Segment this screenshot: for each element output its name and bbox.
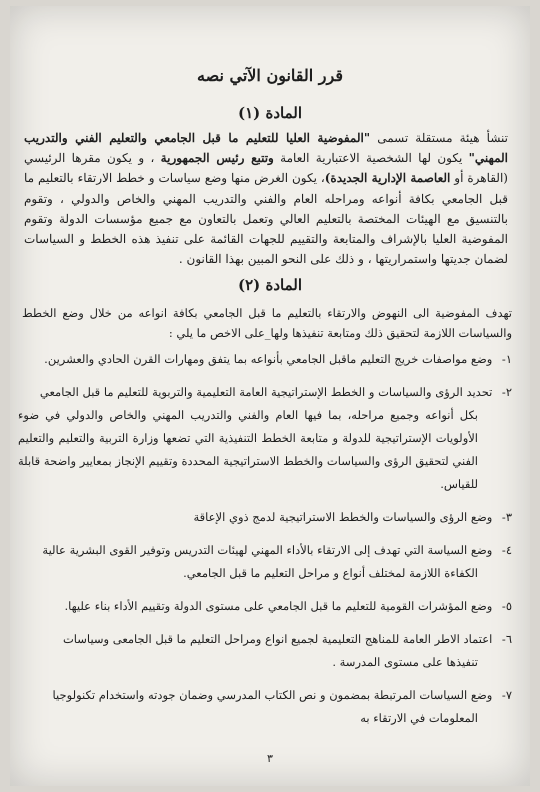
headquarters: العاصمة الإدارية الجديدة) xyxy=(324,171,451,186)
item-text: وضع الرؤى والسياسات والخطط الاستراتيجية لدمج ذوي الإعاقة xyxy=(193,510,493,524)
law-title: قرر القانون الآتي نصه xyxy=(197,66,343,85)
item-number: ٥- xyxy=(501,599,512,613)
article-1-heading: المادة (١) xyxy=(237,104,302,122)
article-1-text-3: ، و يكون مقرها الرئيسي (القاهرة أو xyxy=(24,151,508,186)
article-1-intro: تنشأ هيئة مستقلة تسمى xyxy=(370,131,508,145)
article-1-text-2: يكون لها الشخصية الاعتبارية العامة xyxy=(273,151,469,166)
article-2-list xyxy=(18,348,512,740)
page-number: ٣ xyxy=(267,752,273,765)
item-number: ٣- xyxy=(501,510,512,524)
list-item xyxy=(18,628,512,674)
item-continuation: الكفاءة اللازمة لمختلف أنواع و مراحل التعليم ما قبل الجامعي. xyxy=(183,566,478,580)
document-page xyxy=(10,6,530,786)
article-1-text-4: ، يكون الغرض منها وضع سياسات و خطط الارتقاء بالتعليم ما قبل الجامعي بكافة أنواعه ومراحله العام والفني والتدريب المهني والخاص والدولي ، وتقوم بالتنسيق مع الهيئات المختصة بالتعليم العالي وتعمل بالتعاون مع جميع مؤسسات الدولة وتقوم المفوضية العليا بالإشراف والمتابعة والتقييم للجهات القائمة على تنفيذ هذه الخطط و السياسات لضمان جديتها واستمراريتها ، و ذلك على النحو المبين بهذا القانون . xyxy=(24,171,508,267)
article-1-body xyxy=(24,128,508,269)
item-text: وضع المؤشرات القومية للتعليم ما قبل الجامعي على مستوى الدولة وتقييم الأداء بناء عليها. xyxy=(64,599,493,613)
list-item xyxy=(18,684,512,730)
item-number: ١- xyxy=(501,352,512,366)
affiliation: وتتبع رئيس الجمهورية xyxy=(160,151,274,166)
item-number: ٧- xyxy=(501,688,512,702)
article-2-intro: تهدف المفوضية الى النهوض والارتقاء بالتعليم ما قبل الجامعي بكافة انواعه من خلال وضع الخطط والسياسات اللازمة لتحقيق ذلك ومتابعة تنفيذها ولها_على الاخص ما يلي : xyxy=(22,306,512,340)
item-text: وضع السياسة التي تهدف إلى الارتقاء بالأداء المهني لهيئات التدريس وتوفير القوى البشرية عالية xyxy=(42,543,493,557)
item-text: وضع السياسات المرتبطة بمضمون و نص الكتاب المدرسي وضمان جودته واستخدام تكنولوجيا xyxy=(52,688,493,702)
item-continuation: المعلومات في الارتقاء به xyxy=(360,711,478,725)
item-text: تحديد الرؤى والسياسات و الخطط الإستراتيجية العامة التعليمية والتربوية للتعليم ما قبل الجامعي xyxy=(39,385,493,399)
item-number: ٢- xyxy=(501,385,512,399)
item-continuation: تنفيذها على مستوى المدرسة . xyxy=(332,655,478,669)
item-number: ٦- xyxy=(501,632,512,646)
article-2-heading: المادة (٢) xyxy=(237,276,302,294)
commission-name: "المفوضية العليا للتعليم ما قبل الجامعي والتعليم الفني والتدريب المهني" xyxy=(24,131,508,166)
item-text: وضع مواصفات خريج التعليم ماقبل الجامعي بأنواعه بما يتفق ومهارات القرن الحادي والعشرين. xyxy=(44,352,493,366)
item-text: اعتماد الاطر العامة للمناهج التعليمية لجميع انواع ومراحل التعليم ما قبل الجامعى وسياسات xyxy=(62,632,493,646)
list-item xyxy=(18,506,512,529)
list-item xyxy=(18,381,512,496)
list-item xyxy=(18,595,512,618)
list-item xyxy=(18,348,512,371)
item-continuation: بكل أنواعه وجميع مراحله، بما فيها العام والفني والتدريب المهني والخاص والدولي في ضوء الأولويات الإستراتيجية للدولة و متابعة الخطط التنفيذية التي تضعها وزارة التربية والتعليم والتعليم الفني لتحقيق الرؤى والسياسات والخطط الاستراتيجية المحددة وتقييم الإنجاز بمعايير واضحة قابلة للقياس. xyxy=(18,408,478,491)
item-number: ٤- xyxy=(501,543,512,557)
list-item xyxy=(18,539,512,585)
